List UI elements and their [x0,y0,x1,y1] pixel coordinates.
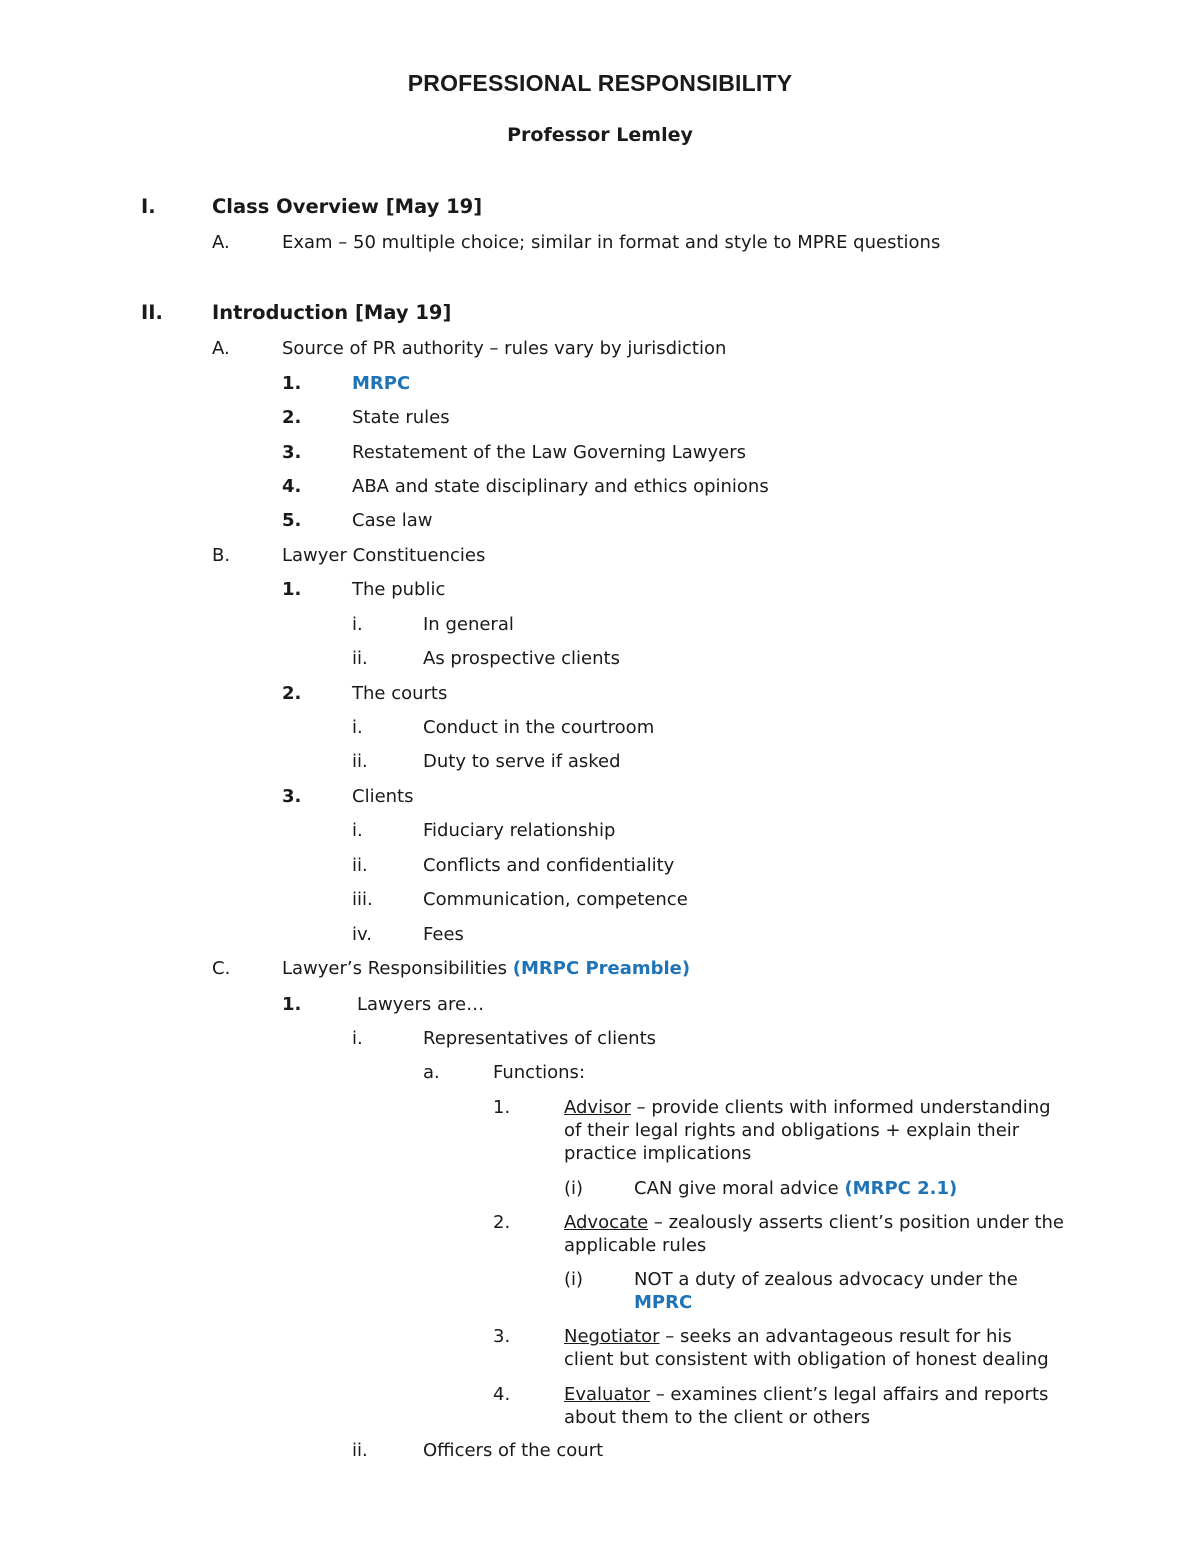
section-2-number: II. [141,301,163,324]
note-number: (i) [564,1178,584,1199]
list-item-text: The courts [352,683,448,704]
sub-item-number: i. [352,717,363,738]
list-item-text: MRPC [352,373,411,394]
function-number: 2. [493,1212,511,1233]
sub-item-number: ii. [352,751,368,772]
outline-B-text: Lawyer Constituencies [282,545,486,566]
list-item-number: 2. [282,407,302,428]
section-1-a-text: Exam – 50 multiple choice; similar in format and style to MPRE questions [282,232,941,253]
list-item-number: 2. [282,683,302,704]
section-1-number: I. [141,195,156,218]
sub-item-text: As prospective clients [423,648,620,669]
document-title: PROFESSIONAL RESPONSIBILITY [407,70,793,96]
function-advocate [564,1211,1064,1257]
sub-item-text: Conflicts and confidentiality [423,855,675,876]
sub-item-text: Conduct in the courtroom [423,717,655,738]
sub-sub-item-text: Functions: [493,1062,586,1083]
section-1-heading: Class Overview [May 19] [212,195,483,218]
sub-item-text: Duty to serve if asked [423,751,621,772]
sub-item-text: Officers of the court [423,1440,604,1461]
list-item-number: 3. [282,442,302,463]
sub-item-text: Communication, competence [423,889,688,910]
sub-item-number: iii. [352,889,373,910]
outline-A-text: Source of PR authority – rules vary by jurisdiction [282,338,727,359]
sub-item-number: i. [352,1028,363,1049]
sub-item-text: In general [423,614,514,635]
note-text: NOT a duty of zealous advocacy under the [634,1269,1018,1290]
function-term: Advisor [564,1097,631,1118]
section-1-a-label: A. [212,232,230,253]
function-advisor [564,1096,1064,1165]
function-number: 1. [493,1097,511,1118]
sub-item-number: ii. [352,648,368,669]
list-item-number: 1. [282,373,302,394]
outline-B-label: B. [212,545,231,566]
function-description: – examines client’s legal affairs and reports about them to the client or others [564,1384,1049,1428]
outline-C-text: Lawyer’s Responsibilities [282,958,508,979]
note-line [634,1177,957,1200]
sub-item-text: Representatives of clients [423,1028,656,1049]
sub-item-text: Fiduciary relationship [423,820,616,841]
function-description: – zealously asserts client’s position under the applicable rules [564,1212,1065,1256]
outline-A-label: A. [212,338,230,359]
function-description: – provide clients with informed understanding of their legal rights and obligations + explain their practice implications [564,1097,1051,1164]
outline-C-line [282,957,690,980]
list-item-number: 4. [282,476,302,497]
list-item-text: Case law [352,510,433,531]
sub-sub-item-label: a. [423,1062,440,1083]
function-evaluator [564,1383,1064,1429]
function-number: 4. [493,1384,511,1405]
mrpc-2-1-citation: (MRPC 2.1) [844,1178,958,1199]
sub-item-number: ii. [352,855,368,876]
list-item-number: 3. [282,786,302,807]
function-term: Negotiator [564,1326,660,1347]
sub-item-number: ii. [352,1440,368,1461]
sub-item-number: i. [352,614,363,635]
sub-item-number: iv. [352,924,372,945]
sub-item-number: i. [352,820,363,841]
list-item-text: ABA and state disciplinary and ethics opinions [352,476,769,497]
list-item-text: Lawyers are… [357,994,485,1015]
function-term: Advocate [564,1212,649,1233]
note-line [634,1268,1054,1314]
list-item-text: State rules [352,407,450,428]
function-number: 3. [493,1326,511,1347]
outline-C-label: C. [212,958,231,979]
professor-name: Professor Lemley [507,124,693,146]
list-item-text: Clients [352,786,414,807]
list-item-number: 1. [282,579,302,600]
list-item-text: Restatement of the Law Governing Lawyers [352,442,747,463]
note-text: CAN give moral advice [634,1178,845,1199]
sub-item-text: Fees [423,924,464,945]
mprc-citation: MPRC [634,1292,693,1313]
note-number: (i) [564,1269,584,1290]
list-item-text: The public [352,579,446,600]
function-term: Evaluator [564,1384,650,1405]
function-negotiator [564,1325,1064,1371]
function-description: – seeks an advantageous result for his client but consistent with obligation of honest dealing [564,1326,1049,1370]
mrpc-preamble-citation: (MRPC Preamble) [512,958,691,979]
section-2-heading: Introduction [May 19] [212,301,452,324]
list-item-number: 1. [282,994,302,1015]
list-item-number: 5. [282,510,302,531]
